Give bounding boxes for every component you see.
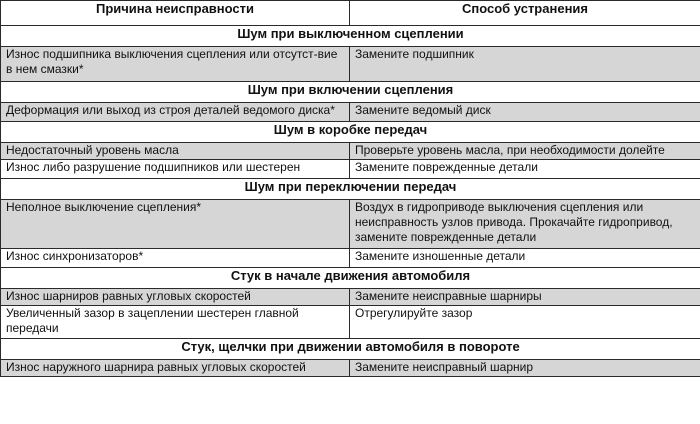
table-body bbox=[1, 26, 700, 377]
remedy-cell: Замените неисправный шарнир bbox=[350, 360, 700, 377]
remedy-cell: Воздух в гидроприводе выключения сцепления или неисправность узлов привода. Прокачайте гидропривод, замените поврежденные детали bbox=[350, 200, 700, 249]
header-row bbox=[1, 1, 700, 26]
cause-cell: Износ подшипника выключения сцепления или отсутст-вие в нем смазки* bbox=[1, 47, 350, 82]
section-title: Шум при переключении передач bbox=[1, 179, 700, 200]
table-row bbox=[1, 249, 700, 268]
table-row bbox=[1, 143, 700, 160]
remedy-cell: Замените подшипник bbox=[350, 47, 700, 82]
header-remedy: Способ устранения bbox=[350, 1, 700, 26]
section-row bbox=[1, 268, 700, 289]
cause-cell: Износ синхронизаторов* bbox=[1, 249, 350, 268]
table-row bbox=[1, 103, 700, 122]
section-title: Шум в коробке передач bbox=[1, 122, 700, 143]
remedy-cell: Замените ведомый диск bbox=[350, 103, 700, 122]
section-row bbox=[1, 82, 700, 103]
remedy-cell: Проверьте уровень масла, при необходимости долейте bbox=[350, 143, 700, 160]
table-row bbox=[1, 289, 700, 306]
table-row bbox=[1, 200, 700, 249]
section-title: Шум при включении сцепления bbox=[1, 82, 700, 103]
table-row bbox=[1, 360, 700, 377]
cause-cell: Увеличенный зазор в зацеплении шестерен главной передачи bbox=[1, 306, 350, 339]
cause-cell: Недостаточный уровень масла bbox=[1, 143, 350, 160]
remedy-cell: Замените поврежденные детали bbox=[350, 160, 700, 179]
cause-cell: Износ наружного шарнира равных угловых скоростей bbox=[1, 360, 350, 377]
table-row bbox=[1, 47, 700, 82]
table-row bbox=[1, 160, 700, 179]
section-row bbox=[1, 179, 700, 200]
remedy-cell: Замените неисправные шарниры bbox=[350, 289, 700, 306]
section-row bbox=[1, 339, 700, 360]
cause-cell: Износ либо разрушение подшипников или шестерен bbox=[1, 160, 350, 179]
section-row bbox=[1, 122, 700, 143]
header-cause: Причина неисправности bbox=[1, 1, 350, 26]
cause-cell: Износ шарниров равных угловых скоростей bbox=[1, 289, 350, 306]
remedy-cell: Замените изношенные детали bbox=[350, 249, 700, 268]
section-title: Стук в начале движения автомобиля bbox=[1, 268, 700, 289]
cause-cell: Деформация или выход из строя деталей ведомого диска* bbox=[1, 103, 350, 122]
table-row bbox=[1, 306, 700, 339]
cause-cell: Неполное выключение сцепления* bbox=[1, 200, 350, 249]
section-title: Шум при выключенном сцеплении bbox=[1, 26, 700, 47]
section-row bbox=[1, 26, 700, 47]
section-title: Стук, щелчки при движении автомобиля в повороте bbox=[1, 339, 700, 360]
remedy-cell: Отрегулируйте зазор bbox=[350, 306, 700, 339]
